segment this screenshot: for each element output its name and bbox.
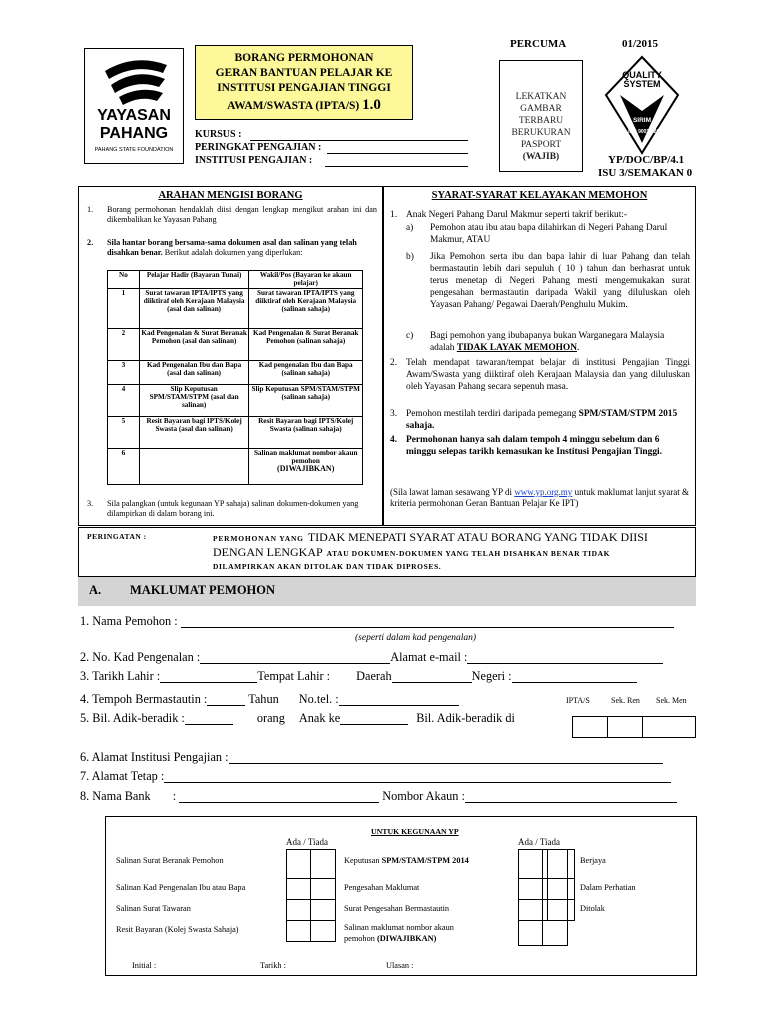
table-row xyxy=(108,328,363,360)
dob-input[interactable] xyxy=(160,682,257,683)
table-cell: 2 xyxy=(108,328,140,360)
eligibility-title: SYARAT-SYARAT KELAYAKAN MEMOHON xyxy=(431,190,648,201)
result-box[interactable] xyxy=(547,849,575,879)
table-header: Pelajar Hadir (Bayaran Tunai) xyxy=(139,271,249,289)
issue-ref: ISU 3/SEMAKAN 0 xyxy=(598,167,693,179)
sign-label: Ulasan : xyxy=(386,961,414,970)
sign-label: Tarikh : xyxy=(260,961,286,970)
check-label: Salinan maklumat nombor akaun xyxy=(344,923,454,932)
table-cell: 6 xyxy=(108,448,140,484)
instructions-title: ARAHAN MENGISI BORANG xyxy=(158,190,303,201)
instruction-item-3: 3. Sila palangkan (untuk kegunaan YP sahaja) salinan dokumen-dokumen yang dilampirkan di dalam borang ini. xyxy=(87,499,377,519)
state-input[interactable] xyxy=(512,682,637,683)
table-cell: Surat tawaran IPTA/IPTS yang diiktiraf oleh Kerajaan Malaysia (salinan sahaja) xyxy=(249,288,363,328)
photo-text: PASPORT xyxy=(520,140,562,150)
field-label: 6. Alamat Institusi Pengajian : xyxy=(80,750,229,764)
warning-label: PERINGATAN : xyxy=(87,532,147,541)
field-kad-pengenalan xyxy=(80,650,663,664)
sibling-col-ren: Sek. Ren xyxy=(611,696,640,705)
check-box[interactable] xyxy=(286,899,311,921)
table-cell: 3 xyxy=(108,360,140,384)
instruction-text: Borang permohonan hendaklah diisi dengan lengkap mengikut arahan ini dan dikembalikan ke Yayasan Pahang xyxy=(107,205,377,224)
check-box[interactable] xyxy=(518,878,543,900)
instruction-bold: Sila hantar borang bersama-sama dokumen asal dan salinan yang telah disahkan benar. xyxy=(107,238,357,257)
sek-ren-count-box[interactable] xyxy=(607,716,643,738)
check-box[interactable] xyxy=(286,849,311,879)
sibling-col-men: Sek. Men xyxy=(656,696,687,705)
eligibility-item-1: 1. Anak Negeri Pahang Darul Makmur seperti takrif berikut:- xyxy=(390,210,628,220)
office-use-box xyxy=(105,816,697,976)
result-label: Dalam Perhatian xyxy=(580,883,636,892)
field-label: Tahun xyxy=(248,692,279,706)
warning-big: TIDAK MENEPATI SYARAT ATAU BORANG YANG TIDAK DIISI xyxy=(307,530,648,544)
field-label: Bil. Adik-beradik di xyxy=(416,711,515,725)
instruction-text: Sila palangkan (untuk kegunaan YP sahaja) salinan dokumen-dokumen yang dilampirkan di dalam borang ini. xyxy=(107,499,359,518)
title-version: 1.0 xyxy=(362,97,381,113)
title-line: BORANG PERMOHONAN xyxy=(234,52,374,64)
sign-label: Initial : xyxy=(132,961,157,970)
field-alamat-tetap xyxy=(80,769,671,783)
section-letter: A. xyxy=(89,583,102,597)
table-cell: 4 xyxy=(108,384,140,416)
ic-input[interactable] xyxy=(200,663,390,664)
form-code: 01/2015 xyxy=(622,38,659,50)
account-number-input[interactable] xyxy=(465,802,677,803)
table-cell: Resit Bayaran bagi IPTS/Kolej Swasta (salinan sahaja) xyxy=(249,416,363,448)
phone-input[interactable] xyxy=(339,705,459,706)
instructions-box xyxy=(78,186,383,526)
eligibility-item-1c: c) Bagi pemohon yang ibubapanya bukan Warganegara Malaysia adalah TIDAK LAYAK MEMOHON. xyxy=(406,331,665,354)
photo-text: (WAJIB) xyxy=(522,152,560,162)
field-label: orang xyxy=(256,711,285,725)
eligibility-text: Pemohon atau ibu atau bapa dilahirkan di Negeri Pahang Darul Makmur, ATAU xyxy=(430,223,668,246)
not-eligible-label: TIDAK LAYAK MEMOHON xyxy=(456,343,577,354)
table-cell xyxy=(139,448,249,484)
instruction-text: Berikut adalah dokumen yang diperlukan: xyxy=(164,248,303,257)
photo-text: LEKATKAN xyxy=(515,92,567,102)
table-row xyxy=(108,416,363,448)
check-label: Pengesahan Maklumat xyxy=(344,883,420,892)
quality-system-badge xyxy=(604,55,680,155)
field-label: : xyxy=(172,789,177,803)
eligibility-text: Pemohon mestilah terdiri daripada pemegang xyxy=(406,409,577,419)
field-label: Nombor Akaun : xyxy=(382,789,465,803)
child-order-input[interactable] xyxy=(340,724,408,725)
table-cell-text: Salinan maklumat nombor akaun pemohon xyxy=(253,448,358,465)
field-alamat-institusi xyxy=(80,750,663,764)
home-address-input[interactable] xyxy=(164,782,671,783)
check-box[interactable] xyxy=(310,878,336,900)
table-row xyxy=(108,288,363,328)
field-label: Daerah xyxy=(356,669,392,683)
eligibility-text: Jika Pemohon serta ibu dan bapa lahir di luar Pahang dan telah bermastautin lebih dari sepuluh ( 10 ) tahun dan berhasrat untuk terus menetap di Negeri Pahang mesti mengemukakan surat pengesahan bermastautin daripada Wakil yang diluluskan oleh Yayasan Pahang/ Pegawai Daerah/Penghulu Mukim. xyxy=(430,252,690,311)
section-title: MAKLUMAT PEMOHON xyxy=(130,583,276,597)
check-box[interactable] xyxy=(518,899,543,921)
eligibility-text: Anak Negeri Pahang Darul Makmur seperti takrif berikut:- xyxy=(406,210,628,220)
eligibility-text: Telah mendapat tawaran/tempat belajar di institusi Pengajian Tinggi Awam/Swasta yang diiktiraf oleh Kerajaan Malaysia dan yang diluluskan oleh Yayasan Pahang secara sepenuh masa. xyxy=(406,358,690,393)
table-cell: Kad pengenalan Ibu dan Bapa (salinan sahaja) xyxy=(249,360,363,384)
warning-text xyxy=(213,530,693,573)
check-box[interactable] xyxy=(286,920,311,942)
field-label: Tempat Lahir : xyxy=(257,669,331,683)
residency-input[interactable] xyxy=(207,705,245,706)
field-nama-pemohon xyxy=(80,614,674,628)
check-label-text: Keputusan xyxy=(344,856,380,865)
eligibility-item-4: 4. Permohonan hanya sah dalam tempoh 4 minggu sebelum dan 6 minggu selepas tarikh kemasukan ke Institusi Pengajian Tinggi. xyxy=(390,434,690,458)
ipta-count-box[interactable] xyxy=(572,716,608,738)
table-header-row xyxy=(108,271,363,289)
table-header: No xyxy=(108,271,140,289)
table-cell: Surat tawaran IPTA/IPTS yang diiktiraf oleh Kerajaan Malaysia (asal dan salinan) xyxy=(139,288,249,328)
website-note xyxy=(390,487,690,509)
table-cell: 5 xyxy=(108,416,140,448)
iso-cert: MS ISO 9001 : 2008 xyxy=(619,129,665,135)
logo-name-line1: YAYASAN xyxy=(97,107,171,124)
check-box[interactable] xyxy=(286,878,311,900)
field-label: Anak ke xyxy=(298,711,341,725)
free-label: PERCUMA xyxy=(510,38,567,50)
field-label: No.tel. : xyxy=(298,692,339,706)
warning-small: DILAMPIRKAN AKAN DITOLAK DAN TIDAK DIPROSES. xyxy=(213,562,442,571)
section-a-header xyxy=(78,577,696,606)
note-text: untuk maklumat lanjut syarat & kriteria permohonan Geran Bantuan Pelajar Ke IPT) xyxy=(390,487,690,508)
table-cell: Kad Pengenalan Ibu dan Bapa (asal dan salinan) xyxy=(139,360,249,384)
check-label: Resit Bayaran (Kolej Swasta Sahaja) xyxy=(116,925,239,934)
field-tarikh-lahir xyxy=(80,669,637,683)
office-use-title: UNTUK KEGUNAAN YP xyxy=(371,827,459,836)
check-label: Salinan Surat Beranak Pemohon xyxy=(116,856,224,865)
field-label: 7. Alamat Tetap : xyxy=(80,769,165,783)
logo-name-line2: PAHANG xyxy=(99,125,169,142)
logo-emblem-icon xyxy=(97,53,173,105)
instruction-item-1: 1. Borang permohonan hendaklah diisi dengan lengkap mengikut arahan ini dan dikembalikan ke Yayasan Pahang xyxy=(87,205,377,224)
field-label-kursus: KURSUS : xyxy=(195,129,242,140)
check-box[interactable] xyxy=(518,920,543,946)
field-label: Alamat e-mail : xyxy=(390,650,468,664)
field-label: 2. No. Kad Pengenalan : xyxy=(80,650,201,664)
eligibility-bold: SPM/STAM/STPM 2015 sahaja. xyxy=(406,409,678,432)
check-box[interactable] xyxy=(310,849,336,879)
field-label: 5. Bil. Adik-beradik : xyxy=(80,711,185,725)
check-box[interactable] xyxy=(310,899,336,921)
institusi-input[interactable] xyxy=(325,166,468,167)
warning-big: DENGAN LENGKAP xyxy=(213,545,323,559)
title-line: GERAN BANTUAN PELAJAR KE xyxy=(215,67,393,79)
eligibility-box xyxy=(383,186,696,526)
check-label xyxy=(344,934,436,944)
header-fields xyxy=(195,128,468,167)
ada-tiada-label: Ada / Tiada xyxy=(518,837,561,847)
table-cell xyxy=(249,448,363,484)
bank-name-input[interactable] xyxy=(179,802,379,803)
check-label: Surat Pengesahan Bermastautin xyxy=(344,904,450,913)
table-cell: Kad Pengenalan & Surat Beranak Pemohon (salinan sahaja) xyxy=(249,328,363,360)
field-label-peringkat: PERINGKAT PENGAJIAN : xyxy=(195,142,322,153)
table-cell: 1 xyxy=(108,288,140,328)
check-box[interactable] xyxy=(310,920,336,942)
eligibility-item-2: 2. Telah mendapat tawaran/tempat belajar di institusi Pengajian Tinggi Awam/Swasta yang diiktiraf oleh Kerajaan Malaysia dan yang diluluskan oleh Yayasan Pahang secara sepenuh masa. xyxy=(390,358,690,393)
logo-subtitle: PAHANG STATE FOUNDATION xyxy=(94,147,174,153)
field-label-institusi: INSTITUSI PENGAJIAN : xyxy=(195,155,313,166)
field-adik-beradik xyxy=(80,711,515,725)
table-cell: Slip Keputusan SPM/STAM/STPM (salinan sahaja) xyxy=(249,384,363,416)
result-box[interactable] xyxy=(547,899,575,921)
table-cell: Slip Keputusan SPM/STAM/STPM (asal dan salinan) xyxy=(139,384,249,416)
photo-text: BERUKURAN xyxy=(511,128,571,138)
field-hint: (seperti dalam kad pengenalan) xyxy=(355,633,477,643)
eligibility-text: Permohonan hanya sah dalam tempoh 4 minggu sebelum dan 6 minggu selepas tarikh kemasukan ke Institusi Pengajian Tinggi. xyxy=(406,435,662,458)
sek-men-count-box[interactable] xyxy=(642,716,696,738)
check-label-bold: SPM/STAM/STPM 2014 xyxy=(381,856,469,865)
nama-input[interactable] xyxy=(181,627,674,628)
check-label-bold: (DIWAJIBKAN) xyxy=(376,934,437,943)
result-label: Ditolak xyxy=(580,904,605,913)
check-label xyxy=(344,856,469,866)
check-label: Salinan Kad Pengenalan Ibu atau Bapa xyxy=(116,883,246,892)
check-label: Salinan Surat Tawaran xyxy=(116,904,191,913)
instruction-item-2: 2. Sila hantar borang bersama-sama dokumen asal dan salinan yang telah disahkan benar. Berikut adalah dokumen yang diperlukan: xyxy=(87,238,357,257)
documents-table xyxy=(107,270,363,485)
table-cell: Kad Pengenalan & Surat Beranak Pemohon (asal dan salinan) xyxy=(139,328,249,360)
eligibility-item-1a: a) Pemohon atau ibu atau bapa dilahirkan di Negeri Pahang Darul Makmur, ATAU xyxy=(406,222,690,246)
eligibility-item-3: 3. Pemohon mestilah terdiri daripada pemegang SPM/STAM/STPM 2015 sahaja. xyxy=(390,409,678,432)
table-row xyxy=(108,360,363,384)
doc-ref: YP/DOC/BP/4.1 xyxy=(608,154,685,166)
siblings-input[interactable] xyxy=(185,724,233,725)
quality-line2: SYSTEM xyxy=(623,79,661,89)
sirim-label: SIRIM xyxy=(632,117,652,124)
sibling-col-ipta: IPTA/S xyxy=(566,696,590,705)
eligibility-text: Bagi pemohon yang ibubapanya bukan Warganegara Malaysia adalah xyxy=(430,331,665,354)
table-row xyxy=(108,448,363,484)
institution-address-input[interactable] xyxy=(229,763,663,764)
email-input[interactable] xyxy=(467,663,663,664)
note-text: (Sila lawat laman sesawang YP di xyxy=(390,487,513,497)
quality-line1: QUALITY xyxy=(622,70,662,80)
warning-box xyxy=(78,527,696,577)
table-header: Wakil/Pos (Bayaran ke akaun pelajar) xyxy=(249,271,363,289)
field-label: 4. Tempoh Bermastautin : xyxy=(80,692,208,706)
district-input[interactable] xyxy=(392,682,472,683)
website-link[interactable]: www.yp.org.my xyxy=(514,487,573,497)
field-label: 3. Tarikh Lahir : xyxy=(80,669,161,683)
field-label: 8. Nama Bank xyxy=(80,789,151,803)
check-box[interactable] xyxy=(518,849,543,879)
table-cell: Resit Bayaran bagi IPTS/Kolej Swasta (asal dan salinan) xyxy=(139,416,249,448)
result-box[interactable] xyxy=(547,878,575,900)
table-cell-emphasis: (DIWAJIBKAN) xyxy=(277,464,335,474)
table-row xyxy=(108,384,363,416)
field-bank xyxy=(80,789,677,803)
field-tempoh xyxy=(80,692,459,706)
yayasan-pahang-logo xyxy=(84,48,184,164)
title-line: INSTITUSI PENGAJIAN TINGGI xyxy=(217,82,391,94)
check-label-text: pemohon xyxy=(344,934,375,943)
form-title-box xyxy=(195,45,413,120)
warning-small: ATAU DOKUMEN-DOKUMEN YANG TELAH DISAHKAN BENAR TIDAK xyxy=(326,549,611,558)
title-line: AWAM/SWASTA (IPTA/S) xyxy=(227,100,360,112)
eligibility-item-1b: b) Jika Pemohon serta ibu dan bapa lahir di luar Pahang dan telah bermastautin lebih dari sepuluh ( 10 ) tahun dan berhasrat untuk terus menetap di Negeri Pahang mesti mengemukakan surat pengesahan bermastautin daripada Wakil yang diluluskan oleh Yayasan Pahang/ Pegawai Daerah/Penghulu Mukim. xyxy=(406,252,690,311)
check-box[interactable] xyxy=(542,920,568,946)
ada-tiada-label: Ada / Tiada xyxy=(286,837,329,847)
field-label: Negeri : xyxy=(471,669,512,683)
result-label: Berjaya xyxy=(580,856,606,865)
photo-box[interactable] xyxy=(499,60,583,172)
field-label: 1. Nama Pemohon : xyxy=(80,614,178,628)
warning-small: PERMOHONAN YANG xyxy=(213,534,304,543)
photo-text: GAMBAR xyxy=(520,104,562,114)
photo-text: TERBARU xyxy=(518,116,564,126)
